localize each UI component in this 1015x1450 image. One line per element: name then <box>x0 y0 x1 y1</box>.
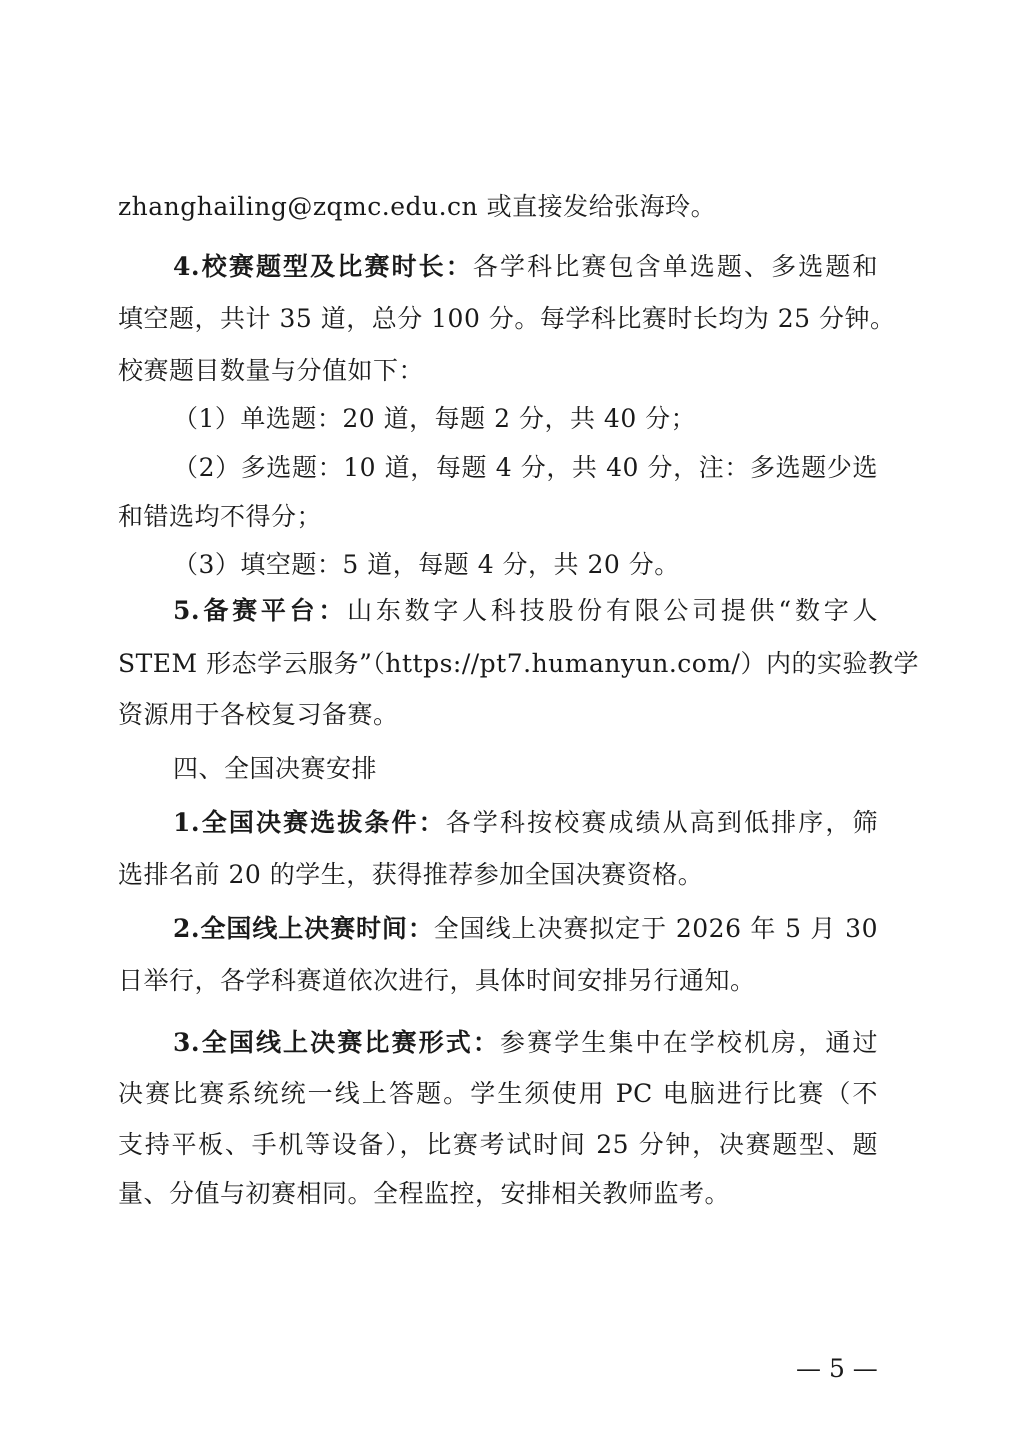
paragraph-line: 决赛比赛系统统一线上答题。学生须使用 PC 电脑进行比赛（不 <box>118 1079 878 1108</box>
section-5-heading-line: 5.备赛平台：山东数字人科技股份有限公司提供“数字人 <box>173 596 878 625</box>
page-number: — 5 — <box>796 1354 878 1383</box>
item-2-heading-line: 2.全国线上决赛时间：全国线上决赛拟定于 2026 年 5 月 30 <box>173 914 878 943</box>
paragraph-line: 支持平板、手机等设备），比赛考试时间 25 分钟，决赛题型、题 <box>118 1130 878 1159</box>
section-5-title: 5.备赛平台： <box>173 596 348 625</box>
paragraph-line: 选排名前 20 的学生，获得推荐参加全国决赛资格。 <box>118 860 704 889</box>
item-3-heading-line: 3.全国线上决赛比赛形式：参赛学生集中在学校机房，通过 <box>173 1028 878 1057</box>
paragraph-line: 量、分值与初赛相同。全程监控，安排相关教师监考。 <box>118 1179 731 1208</box>
list-item: （1）单选题：20 道，每题 2 分，共 40 分； <box>173 404 697 433</box>
paragraph-line: 资源用于各校复习备赛。 <box>118 700 399 729</box>
list-item: （2）多选题：10 道，每题 4 分，共 40 分，注：多选题少选 <box>173 453 878 482</box>
list-item: （3）填空题：5 道，每题 4 分，共 20 分。 <box>173 550 680 579</box>
section-4-heading-line: 4.校赛题型及比赛时长：各学科比赛包含单选题、多选题和 <box>173 252 878 281</box>
paragraph-line: STEM 形态学云服务”（https://pt7.humanyun.com/）内的实验教学 <box>118 649 919 678</box>
paragraph-line: 填空题，共计 35 道，总分 100 分。每学科比赛时长均为 25 分钟。 <box>118 304 896 333</box>
item-1-heading-line: 1.全国决赛选拔条件：各学科按校赛成绩从高到低排序，筛 <box>173 808 878 837</box>
section-4-title: 4.校赛题型及比赛时长： <box>173 252 473 281</box>
section-heading: 四、全国决赛安排 <box>173 754 378 783</box>
paragraph-line: 校赛题目数量与分值如下： <box>118 356 425 385</box>
paragraph-line: 日举行，各学科赛道依次进行，具体时间安排另行通知。 <box>118 966 756 995</box>
item-3-title: 3.全国线上决赛比赛形式： <box>173 1028 500 1057</box>
item-1-title: 1.全国决赛选拔条件： <box>173 808 446 837</box>
paragraph-line: 和错选均不得分； <box>118 502 323 531</box>
item-2-title: 2.全国线上决赛时间： <box>173 914 434 943</box>
paragraph-line: zhanghailing@zqmc.edu.cn 或直接发给张海玲。 <box>118 192 717 221</box>
